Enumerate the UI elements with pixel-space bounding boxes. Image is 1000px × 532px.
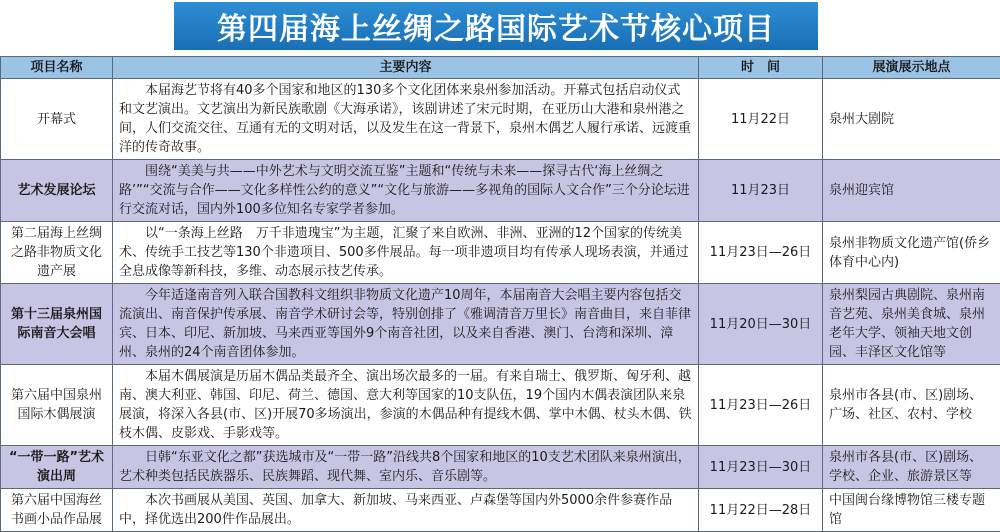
venue-cell: 中国闽台缘博物馆三楼专题馆 — [823, 489, 1000, 532]
project-name-cell: “一带一路”艺术演出周 — [1, 446, 113, 489]
time-cell: 11月20日—30日 — [699, 284, 823, 365]
venue-cell: 泉州市各县(市、区)剧场、广场、社区、农村、学校 — [823, 365, 1000, 446]
time-cell: 11月22日—28日 — [699, 489, 823, 532]
table-row — [1, 79, 1000, 160]
project-schedule-table — [0, 56, 1000, 532]
table-row — [1, 284, 1000, 365]
project-name-cell: 第六届中国海丝书画小品作品展 — [1, 489, 113, 532]
venue-cell: 泉州梨园古典剧院、泉州南音艺苑、泉州美食城、泉州老年大学、领袖天地文创园、丰泽区文化馆等 — [823, 284, 1000, 365]
table-header-row — [1, 57, 1000, 79]
venue-cell: 泉州大剧院 — [823, 79, 1000, 160]
page-title: 第四届海上丝绸之路国际艺术节核心项目 — [217, 4, 775, 48]
table-row — [1, 446, 1000, 489]
time-cell: 11月23日—26日 — [699, 222, 823, 284]
project-name-cell: 第六届中国泉州国际木偶展演 — [1, 365, 113, 446]
table-row — [1, 222, 1000, 284]
header-main-content: 主要内容 — [113, 57, 699, 79]
venue-cell: 泉州市各县(市、区)剧场、学校、企业、旅游景区等 — [823, 446, 1000, 489]
header-time: 时 间 — [699, 57, 823, 79]
venue-cell: 泉州迎宾馆 — [823, 160, 1000, 222]
table-row — [1, 365, 1000, 446]
project-name-cell: 第十三届泉州国际南音大会唱 — [1, 284, 113, 365]
header-venue: 展演展示地点 — [823, 57, 1000, 79]
project-name-cell: 艺术发展论坛 — [1, 160, 113, 222]
main-content-cell: 以“一条海上丝路 万千非遗瑰宝”为主题，汇聚了来自欧洲、非洲、亚洲的12个国家的传统美术、传统手工技艺等130个非遗项目、500多件展品。每一项非遗项目均有传承人现场表演，并通过全息成像等新科技，多维、动态展示技艺传承。 — [113, 222, 699, 284]
time-cell: 11月23日—26日 — [699, 365, 823, 446]
time-cell: 11月23日 — [699, 160, 823, 222]
project-name-cell: 第二届海上丝绸之路非物质文化遗产展 — [1, 222, 113, 284]
main-content-cell: 本届木偶展演是历届木偶品类最齐全、演出场次最多的一届。有来自瑞士、俄罗斯、匈牙利、越南、澳大利亚、韩国、印尼、荷兰、德国、意大利等国家的10支队伍，19个国内木偶表演团队来泉展演，将深入各县(市、区)开展70多场演出，参演的木偶品种有提线木偶、掌中木偶、杖头木偶、铁枝木偶、皮影戏、手影戏等。 — [113, 365, 699, 446]
table-row — [1, 160, 1000, 222]
main-content-cell: 今年适逢南音列入联合国教科文组织非物质文化遗产10周年，本届南音大会唱主要内容包括交流演出、南音保护传承展、南音学术研讨会等，特别创排了《雅调清音万里长》南音曲目，来自菲律宾、日本、印尼、新加坡、马来西亚等国外9个南音社团，以及来自香港、澳门、台湾和深圳、漳州、泉州的24个南音团体参加。 — [113, 284, 699, 365]
project-name-cell: 开幕式 — [1, 79, 113, 160]
title-banner — [174, 2, 818, 50]
main-content-cell: 本次书画展从美国、英国、加拿大、新加坡、马来西亚、卢森堡等国内外5000余件参赛作品中，择优选出200件作品展出。 — [113, 489, 699, 532]
table-row — [1, 489, 1000, 532]
venue-cell: 泉州非物质文化遗产馆(侨乡体育中心内) — [823, 222, 1000, 284]
main-content-cell: 围绕“美美与共——中外艺术与文明交流互鉴”主题和“传统与未来——探寻古代‘海上丝绸之路’”“交流与合作——文化多样性公约的意义”“文化与旅游——多视角的国际人文合作”三个分论坛进行交流对话，国内外100多位知名专家学者参加。 — [113, 160, 699, 222]
main-content-cell: 本届海艺节将有40多个国家和地区的130多个文化团体来泉州参加活动。开幕式包括启动仪式和文艺演出。文艺演出为新民族歌剧《大海承诺》，该剧讲述了宋元时期，在亚历山大港和泉州港之间，人们交流交往、互通有无的文明对话，以及发生在这一背景下，泉州木偶艺人履行承诺、远渡重洋的传奇故事。 — [113, 79, 699, 160]
header-project-name: 项目名称 — [1, 57, 113, 79]
time-cell: 11月23日—30日 — [699, 446, 823, 489]
time-cell: 11月22日 — [699, 79, 823, 160]
main-content-cell: 日韩“东亚文化之都”获选城市及“一带一路”沿线共8个国家和地区的10支艺术团队来泉州演出，艺术种类包括民族器乐、民族舞蹈、现代舞、室内乐、音乐剧等。 — [113, 446, 699, 489]
